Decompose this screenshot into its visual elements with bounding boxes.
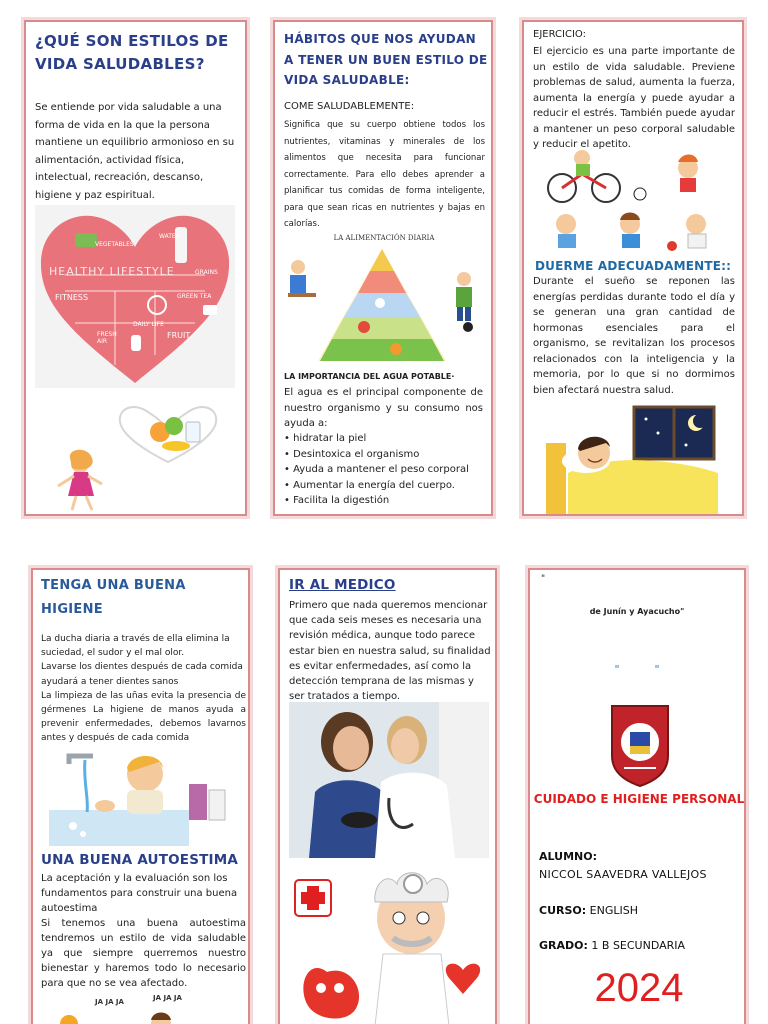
girl-fruit-illustration (38, 404, 238, 512)
doctor-photo (289, 702, 489, 858)
list-item: • Ayuda a mantener el peso corporal (284, 462, 489, 478)
cover-year: 2024 (594, 966, 684, 1010)
water-title: LA IMPORTANCIA DEL AGUA POTABLE· (284, 372, 455, 381)
exercise-title: EJERCICIO: (533, 29, 586, 40)
sleep-title: DUERME ADECUADAMENTE:: (535, 259, 732, 273)
laughing-kids-illustration (53, 994, 233, 1024)
heart-word-healthy-lifestyle: HEALTHY LIFESTYLE (49, 265, 175, 278)
sleep-body: Durante el sueño se reponen las energías perdidas durante todo el día y se generan una gran cantidad de hormonas esenciales para el organismo, se revitalizan los procesos relacionados con la inteligencia y la memoria, por lo que si no dormimos bien afectará nuestra salud. (533, 276, 735, 396)
panel1-body: Se entiende por vida saludable a una forma de vida en la que la persona mantiene un equilibrio armonioso en su alimentación, actividad física, intelectual, recreación, descanso, higiene y paz espiritual. (35, 102, 235, 201)
hygiene-paragraph: La limpieza de las uñas evita la presencia de gérmenes La higiene de manos ayuda a prevenir enfermedades, debemos lavarnos antes y después de cada comida (41, 690, 246, 744)
panel1-title: ¿QUÉ SON ESTILOS DE VIDA SALUDABLES? (35, 32, 229, 73)
laugh-text: JA JA JA (153, 994, 182, 1002)
self-esteem-paragraph: Si tenemos una buena autoestima tendremos un estilo de vida saludable ya que siempre querremos nuestro bienestar y haremos todo lo necesario para que no se vea afectado. (41, 918, 246, 989)
doctor-body: Primero que nada queremos mencionar que cada seis meses es necesaria una revisión médica, aunque todo parece estar bien en nuestra salud, su finalidad es evitar enfermedades, así como la detección temprana de las mismas y ser tratados a tiempo. (289, 600, 491, 703)
heart-word-fitness: FITNESS (55, 293, 89, 302)
doctor-title: IR AL MEDICO (289, 577, 396, 593)
panel-habits (273, 20, 493, 516)
student-label: ALUMNO: (539, 850, 597, 863)
kids-sports-illustration (536, 150, 736, 258)
cover-open-quote: " (541, 574, 546, 584)
list-item: • Facilita la digestión (284, 493, 489, 509)
heart-word-daily-life: DAILY LIFE (133, 321, 164, 328)
panel-cover (528, 568, 746, 1024)
heart-word-grains: GRAINS (195, 269, 218, 276)
cartoon-doctor-illustration (289, 862, 489, 1024)
heart-word-fresh-air: FRESH AIR (97, 331, 117, 345)
cover-quotes: " " (614, 663, 660, 676)
handwashing-illustration (49, 750, 233, 846)
cover-region: de Junín y Ayacucho" (589, 607, 685, 616)
grade-row (539, 939, 685, 952)
student-name: NICCOL SAAVEDRA VALLEJOS (539, 868, 707, 881)
laugh-text: JA JA JA (95, 998, 124, 1006)
self-esteem-paragraph: La aceptación y la evaluación son los fundamentos para construir una buena autoestima (41, 873, 238, 914)
panel2-subtitle: COME SALUDABLEMENTE: (284, 101, 415, 112)
panel2-title: HÁBITOS QUE NOS AYUDAN A TENER UN BUEN ESTILO DE VIDA SALUDABLE: (284, 32, 488, 87)
self-esteem-title: UNA BUENA AUTOESTIMA (41, 852, 239, 868)
food-pyramid-caption: LA ALIMENTACIÓN DIARIA (333, 234, 435, 242)
heart-infographic (35, 205, 235, 388)
panel2-body: Significa que su cuerpo obtiene todos los nutrientes, vitaminas y minerales de los alimentos que necesita para funcionar correctamente. Para ello debes aprender a planificar tus comidas de forma inteligente, para que sean ricas en nutrientes y bajas en calorías. (284, 120, 485, 229)
exercise-body: El ejercicio es una parte importante de un estilo de vida saludable. Previene problemas de salud, aumenta la fuerza, aumenta la energía y puede ayudar a reducir el estrés. También puede ayudar a mantener un peso corporal saludable y reducir el apetito. (533, 46, 735, 150)
heart-word-water: WATER (159, 233, 180, 240)
list-item: • hidratar la piel (284, 431, 489, 447)
cover-title: CUIDADO E HIGIENE PERSONAL (533, 792, 745, 806)
self-esteem-body (41, 871, 246, 991)
panel-healthy-lifestyle (24, 20, 247, 516)
course-row (539, 904, 638, 917)
hygiene-body (41, 632, 246, 746)
sleeping-boy-illustration (546, 403, 718, 515)
food-pyramid-illustration (284, 229, 480, 369)
grade-label: GRADO: (539, 939, 588, 952)
panel-doctor (278, 568, 497, 1024)
hygiene-title: TENGA UNA BUENA HIGIENE (41, 578, 186, 617)
panel-exercise-sleep (522, 20, 744, 516)
course-value: ENGLISH (589, 904, 638, 917)
course-label: CURSO: (539, 904, 587, 917)
heart-word-vegetables: VEGETABLES (95, 241, 134, 248)
water-benefits-list (284, 431, 489, 509)
list-item: • Desintoxica el organismo (284, 447, 489, 463)
hygiene-paragraph: La ducha diaria a través de ella elimina la suciedad, el sudor y el mal olor. (41, 634, 230, 659)
grade-value: 1 B SECUNDARIA (591, 939, 686, 952)
list-item: • Aumentar la energía del cuerpo. (284, 478, 489, 494)
heart-word-green-tea: GREEN TEA (177, 293, 212, 300)
water-body: El agua es el principal componente de nuestro organismo y su consumo nos ayuda a: (284, 387, 483, 429)
hygiene-paragraph: Lavarse los dientes después de cada comida ayudará a tener dientes sanos (41, 662, 243, 687)
school-crest-logo (608, 702, 672, 788)
heart-word-fruit: FRUIT (167, 331, 191, 340)
panel-hygiene (31, 568, 250, 1024)
